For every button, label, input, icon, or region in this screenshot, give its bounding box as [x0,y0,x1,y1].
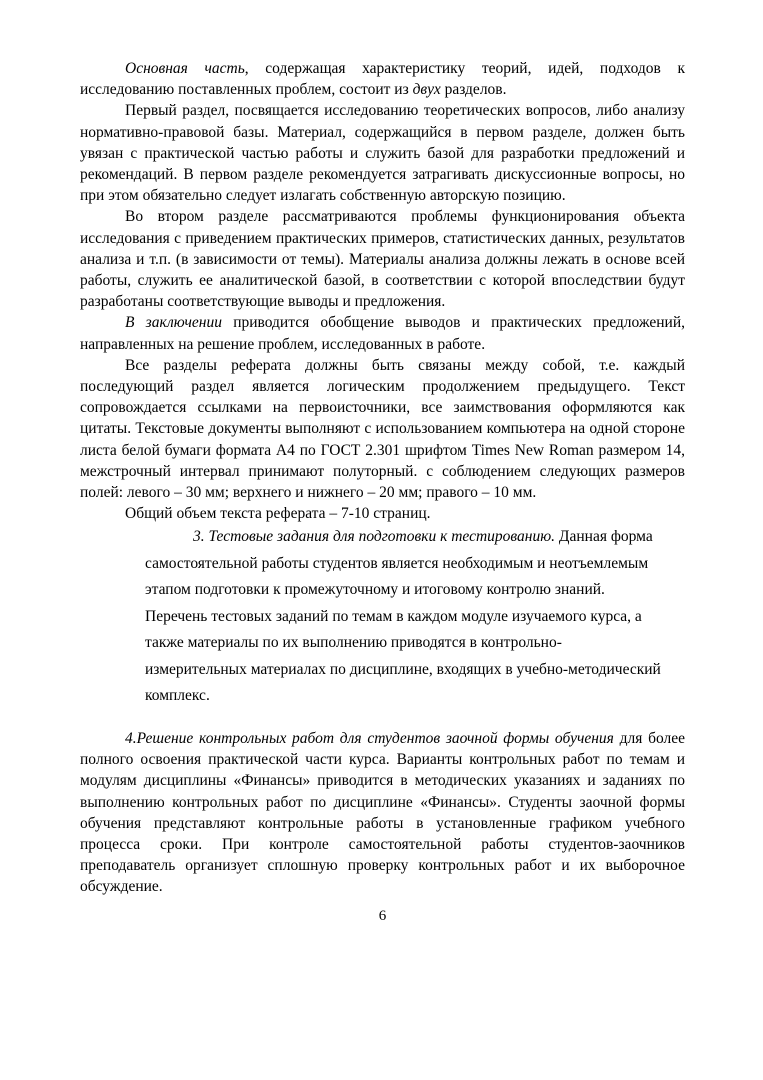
paragraph-control-works [80,728,685,898]
text-run: приводится обобщение выводов и практических предложений, направленных на решение проблем, исследованных в работе. [80,314,685,353]
paragraph-second-section [80,206,685,312]
text-run: Общий объем текста реферата – 7-10 страниц. [125,505,431,523]
paragraph-sections-linked [80,355,685,503]
page-number: 6 [378,907,387,924]
paragraph-total-volume [80,503,685,524]
paragraph-conclusion [80,312,685,354]
text-run-italic: двух [412,81,441,99]
text-run: для более полного освоения практической части курса. Варианты контрольных работ по темам и модулям дисциплины «Финансы» приводится в методических указаниях и заданиях по выполнению контрольных работ по дисциплине «Финансы». Студенты заочной формы обучения представляют контрольные работы в установленные графиком учебного процесса сроки. При контроле самостоятельной работы студентов-заочников преподаватель организует сплошную проверку контрольных работ и их выборочное обсуждение. [80,729,685,896]
list-item-test-tasks [145,524,661,710]
text-run: Данная форма самостоятельной работы студентов является необходимым и неотъемлемым этапом подготовки к промежуточному и итоговому контролю знаний. Перечень тестовых заданий по темам в каждом модуле изучаемого курса, а также материалы по их выполнению приводятся в контрольно-измерительных материалах по дисциплине, входящих в учебно-методический комплекс. [145,528,661,705]
text-run: Все разделы реферата должны быть связаны между собой, т.е. каждый последующий раздел является логическим продолжением предыдущего. Текст сопровождается ссылками на первоисточники, все заимствования оформляются как цитаты. Текстовые документы выполняют с использованием компьютера на одной стороне листа белой бумаги формата А4 по ГОСТ 2.301 шрифтом Times New Roman размером 14, межстрочный интервал принимают полуторный. с соблюдением следующих размеров полей: левого – 30 мм; верхнего и нижнего – 20 мм; правого – 10 мм. [80,356,685,502]
paragraph-main-part [80,58,685,100]
text-run-italic: Основная часть [125,60,245,77]
paragraph-first-section [80,100,685,206]
text-run-italic: В заключении [125,314,222,332]
text-run: , содержащая характеристику теорий, идей, подходов к исследованию поставленных проблем, состоит из [80,60,685,99]
text-run-italic: 3. Тестовые задания для подготовки к тестированию. [193,528,556,546]
text-run: Первый раздел, посвящается исследованию теоретических вопросов, либо анализу нормативно-правовой базы. Материал, содержащийся в первом разделе, должен быть увязан с практической частью работы и служить базой для разработки предложений и рекомендаций. В первом разделе рекомендуется затрагивать дискуссионные вопросы, но при этом обязательно следует излагать собственную авторскую позицию. [80,102,685,205]
text-run: Во втором разделе рассматриваются проблемы функционирования объекта исследования с приведением практических примеров, статистических данных, результатов анализа и т.п. (в зависимости от темы). Материалы анализа должны лежать в основе всей работы, служить ее аналитической базой, в соответствии с которой впоследствии будут разработаны соответствующие выводы и предложения. [80,208,685,311]
text-run-italic: 4.Решение контрольных работ для студентов заочной формы обучения [125,729,614,747]
text-run: разделов. [440,81,507,99]
